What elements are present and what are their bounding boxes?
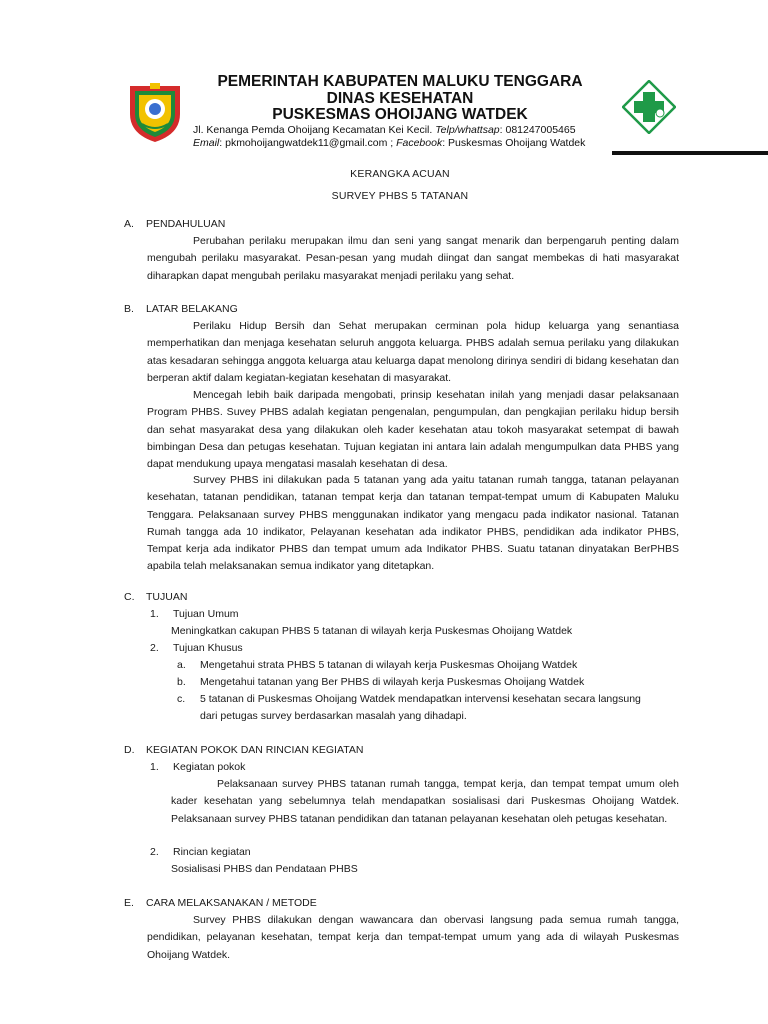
goal-specific-title: Tujuan Khusus <box>173 642 243 654</box>
goal-specific-b-text: Mengetahui tatanan yang Ber PHBS di wilayah kerja Puskesmas Ohoijang Watdek <box>200 676 585 688</box>
section-b-text-3: Survey PHBS ini dilakukan pada 5 tatanan yang ada yaitu tatanan rumah tangga, tatanan pelayanan kesehatan, tatanan pendidikan, tatanan tempat kerja dan tatanan tempat-tempat umum di Kabupaten Maluku Tenggara. Pelaksanaan survey PHBS menggunakan indikator yang mengacu pada indikator nasional. Tatanan Rumah tangga ada 10 indikator, Pelayanan kesehatan ada indikator PHBS, pendidikan ada indikator PHBS, Tempat kerja ada indikator PHBS dan tempat umum ada Indikator PHBS. Suatu tatanan dinyatakan BerPHBS apabila telah melaksanakan semua indikator yang ditetapkan. <box>147 474 679 573</box>
goal-specific-a <box>177 659 577 671</box>
section-e-letter: E. <box>124 897 134 909</box>
goal-specific-b <box>177 676 584 688</box>
phone-label: Telp/whattsap <box>435 124 500 136</box>
goal-specific-a-text: Mengetahui strata PHBS 5 tatanan di wilayah kerja Puskesmas Ohoijang Watdek <box>200 659 578 671</box>
section-b-title: LATAR BELAKANG <box>146 303 238 315</box>
activity-main-paragraph <box>171 776 679 828</box>
title-line-1: KERANGKA ACUAN <box>350 168 450 180</box>
activity-detail-number: 2. <box>150 846 159 858</box>
puskesmas-name: PUSKESMAS OHOIJANG WATDEK <box>272 106 528 123</box>
section-b-letter: B. <box>124 303 134 315</box>
letterhead-rule <box>612 151 768 155</box>
section-b-text-2: Mencegah lebih baik daripada mengobati, prinsip kesehatan inilah yang menjadi dasar pelaksanaan Program PHBS. Suvey PHBS adalah kegiatan pengenalan, pengumpulan, dan pengkajian perilaku hidup bersih dan sehat masyarakat desa yang dilakukan oleh kader kesehatan atau tokoh masyarakat setempat di bawah bimbingan Desa dan petugas kesehatan. Tujuan kegiatan ini antara lain adalah mengumpulkan data PHBS yang dapat mendukung upaya mengatasi masalah kesehatan di desa. <box>147 389 679 471</box>
phone-value: : 081247005465 <box>499 124 576 136</box>
government-name: PEMERINTAH KABUPATEN MALUKU TENGGARA <box>217 73 583 90</box>
section-c-heading <box>124 591 187 603</box>
contact-info <box>193 124 585 150</box>
section-a-letter: A. <box>124 218 134 230</box>
goal-general-title: Tujuan Umum <box>173 608 239 620</box>
regency-shield-logo-icon <box>126 80 184 144</box>
goal-general-text: Meningkatkan cakupan PHBS 5 tatanan di wilayah kerja Puskesmas Ohoijang Watdek <box>171 625 573 637</box>
activity-detail-item <box>150 846 251 858</box>
title-line-2: SURVEY PHBS 5 TATANAN <box>331 190 469 202</box>
goal-general-number: 1. <box>150 608 159 620</box>
section-a-heading <box>124 218 225 230</box>
goal-specific-c-letter: c. <box>177 693 186 705</box>
activity-detail-title: Rincian kegiatan <box>173 846 251 858</box>
section-e-text: Survey PHBS dilakukan dengan wawancara dan obervasi langsung pada semua rumah tangga, pendidikan, pelayanan kesehatan, tempat kerja dan tempat-tempat umum yang ada di wilayah Puskesmas Ohoijang Watdek. <box>147 914 679 961</box>
section-b-paragraph-1 <box>147 318 679 387</box>
activity-main-number: 1. <box>150 761 159 773</box>
letterhead <box>190 74 610 124</box>
goal-specific-number: 2. <box>150 642 159 654</box>
section-b-paragraph-3 <box>147 472 679 576</box>
section-e-paragraph <box>147 912 679 964</box>
online-line <box>193 137 585 150</box>
goal-specific-item <box>150 642 243 654</box>
facebook-label: Facebook <box>396 137 443 149</box>
section-a-title: PENDAHULUAN <box>146 218 226 230</box>
address-text: Jl. Kenanga Pemda Ohoijang Kecamatan Kei Kecil. <box>193 124 436 136</box>
section-b-heading <box>124 303 238 315</box>
puskesmas-cross-logo-icon <box>622 80 676 134</box>
goal-specific-c-text-1: 5 tatanan di Puskesmas Ohoijang Watdek mendapatkan intervensi kesehatan secara langsung <box>200 693 641 705</box>
activity-detail-text: Sosialisasi PHBS dan Pendataan PHBS <box>171 863 358 875</box>
activity-main-text: Pelaksanaan survey PHBS tatanan rumah tangga, tempat kerja, dan tempat tempat umum oleh kader kesehatan yang sebelumnya telah mendapatkan sosialisasi dari Puskesmas Ohoijang Watdek. Pelaksanaan survey PHBS tatanan pendidikan dan tatanan pelayanan kesehatan oleh petugas kesehatan. <box>171 778 679 825</box>
section-c-title: TUJUAN <box>146 591 188 603</box>
goal-general-item <box>150 608 239 620</box>
email-value: : pkmohoijangwatdek11@gmail.com ; <box>219 137 397 149</box>
document-title <box>0 163 768 207</box>
email-label: Email <box>193 137 220 149</box>
office-name: DINAS KESEHATAN <box>326 89 474 107</box>
section-e-title: CARA MELAKSANAKAN / METODE <box>146 897 317 909</box>
goal-specific-c <box>177 693 641 705</box>
section-b-text-1: Perilaku Hidup Bersih dan Sehat merupakan cerminan pola hidup keluarga yang senantiasa memperhatikan dan menjaga kesehatan seluruh anggota keluarga. PHBS adalah semua perilaku yang dilakukan atas kesadaran sehingga anggota keluarga atau keluarga dapat menolong dirinya sendiri di bidang kesehatan dan berperan aktif dalam kegiatan-kegiatan kesehatan di masyarakat. <box>147 320 679 384</box>
section-d-title: KEGIATAN POKOK DAN RINCIAN KEGIATAN <box>146 744 364 756</box>
facebook-value: : Puskesmas Ohoijang Watdek <box>442 137 586 149</box>
section-a-text: Perubahan perilaku merupakan ilmu dan seni yang sangat menarik dan berpengaruh penting dalam mengubah perilaku masyarakat. Pesan-pesan yang mudah diingat dan sangat membekas di hati masyarakat diharapkan dapat mengubah perilaku masyarakat menjadi perilaku yang sehat. <box>147 235 679 282</box>
section-d-letter: D. <box>124 744 135 756</box>
activity-main-item <box>150 761 245 773</box>
address-line <box>193 124 585 137</box>
activity-main-title: Kegiatan pokok <box>173 761 246 773</box>
section-c-letter: C. <box>124 591 135 603</box>
section-a-paragraph <box>147 233 679 285</box>
section-d-heading <box>124 744 363 756</box>
goal-specific-b-letter: b. <box>177 676 186 688</box>
goal-specific-c-text-2: dari petugas survey berdasarkan masalah yang dihadapi. <box>200 710 467 722</box>
goal-specific-a-letter: a. <box>177 659 186 671</box>
section-e-heading <box>124 897 317 909</box>
section-b-paragraph-2 <box>147 387 679 473</box>
